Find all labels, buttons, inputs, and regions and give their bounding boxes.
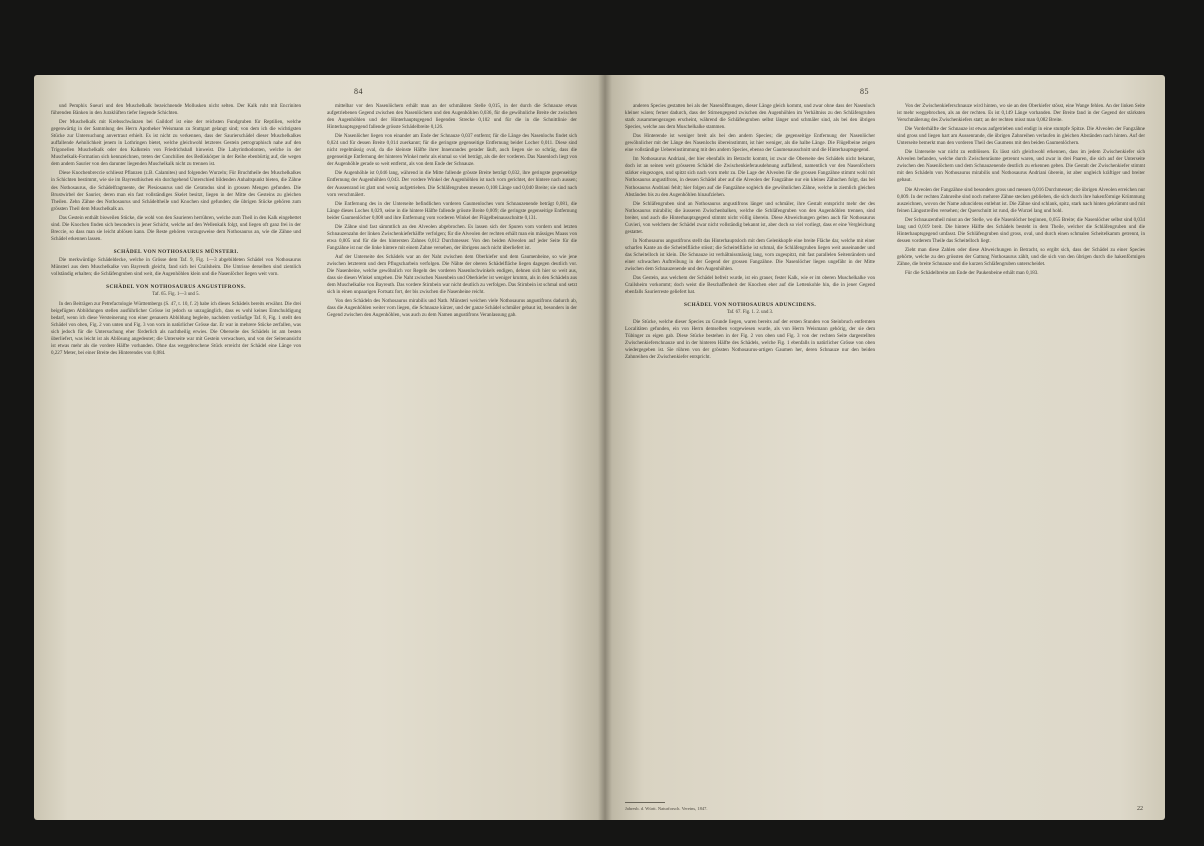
page-number-right: 85 (860, 87, 869, 96)
page-number-left: 84 (354, 87, 363, 96)
paragraph: Die Entfernung des in der Unterseite befindlichen vorderen Gaumenloches vom Schnauzenende beträgt 0,081, die Länge dieses Loches 0,029, seine in die hintere Hälfte fallende grösste Breite 0,009; die geringste gegenseitige Entfernung beider Gaumenlöcher 0,008 und ihre Entfernung vom vorderen Winkel der Flügelbeinausschnitte 0,131. (327, 200, 577, 221)
section-heading: SCHÄDEL VON NOTHOSAURUS ADUNCIDENS. (683, 302, 817, 309)
paragraph: Die Unterseite war nicht zu entblössen. Es lässt sich gleichwohl erkennen, dass im jedem Zwischenkiefer sich Alveolen befanden, welche durch Zwischenräume getrennt waren, und zwar in drei Paaren, die sich auf der Unterseite zwischen den Nasenlöchern und dem Schnauzenende deutlich zu erkennen geben. Die Gestalt der Zwischenkiefer stimmt mit den Schädeln von Nothosaurus mirabilis und Nothosaurus Andriani überein, ist aber ungleich kräftiger und breiter gebaut. (897, 149, 1145, 184)
paragraph: Für die Schädelbreite am Ende der Paukenbeine erhält man 0,183. (905, 270, 1039, 277)
paragraph: Das Gestein enthält bisweilen Stücke, die wohl von den Saurieren herrühren, welche zum Theil in den Kalk eingebettet sind. Die Knochen finden sich besonders in jener Schicht, welche auf den Wellenkalk folgt, und liegen oft ganz frei in der Breccie, so dass man sie leicht ablösen kann. Die Reste gehören vorzugsweise dem Nothosaurus an, wie die Zähne und Schädel erkennen lassen. (51, 214, 301, 242)
paragraph: anderen Species gestatten bei als der Nasenöffnungen, dieser Länge gleich kommt, und zwar ohne dass der Nasenloch kleiner wären; ferner dadurch, dass der Stirnengegend zwischen den Augenhöhlen im Verhältniss zu den Schläfengruben stark zusammengezogen erscheint, während die Schläfengruben selbst länger und schmäler sind, als bei den übrigen Species, welche aus dem Muschelkalke stammen. (625, 103, 875, 131)
paragraph: Die Vorderhälfte der Schnauze ist etwas aufgetrieben und endigt in eine stumpfe Spitze. Die Alveolen der Fangzähne sind gross und liegen hart am Aussenrande, die übrigen Zahnreihen verlaufen in gleichen Abständen nach hinten. Auf der Unterseite bemerkt man den vorderen Theil des Gaumens mit den beiden Gaumenlöchern. (897, 126, 1145, 147)
paragraph: und Pemphix Sueuri und den Muschelkalk bezeichnende Mollusken nicht selten. Der Kalk ruht mit Encriniten führenden Bänken in den Juraklüften tiefer liegende Schichten. (51, 103, 301, 117)
paragraph: In den Beiträgen zur Petrefactologie Württembergs (S. 47, t. 10, f. 2) habe ich dieses Schädels bereits erwähnt. Die drei beigefügten Abbildungen stellen ausführlicher Grösse ist jedoch so unzugänglich, dass es wohl keines Entschuldigung bedarf, wenn ich diese Versteinerung von einer genauern Abbildung begleite, nachdem vorläufige Taf. 8, Fig. 1 stellt den Schädel von oben, Fig. 2 von unten und Fig. 3 von vorn in natürlicher Grösse dar. Er war in mehrere Stücke zerfallen, was sich jedoch für die Untersuchung eher förderlich als nachtheilig erwies. Die Oberseite des Schädels ist am besten überliefert, was leicht ist als Ablösung angedeutet; die Unterseite war mit Gestein verwachsen, und von der Seitenansicht ist etwas mehr als die vordere Hälfte vorhanden. Ohne das weggebrochene Stück erreicht der Schädel eine Länge von 0,227 Meter, bei einer Breite des Hinterendes von 0,084. (51, 301, 301, 357)
paragraph: Von der Zwischenkieferschnauze wird hinten, wo sie an den Oberkiefer stösst, eine Wange fehlen. An der linken Seite ist mehr weggebrochen, als an der rechten. Es ist 0,149 Länge vorhanden. Der Breite fand in der Gegend der stärksten Verschmälerung des Zwischenkiefers statt; an der rechten misst man 0,082 Breite. (897, 103, 1145, 124)
right-page (605, 75, 1165, 820)
footnote-rule (625, 802, 665, 803)
paragraph: Die Zähne sind fast sämmtlich an den Alveolen abgebrochen. Es lassen sich der Spuren vom vordern und letzten Schnauzenzahn der linken Zwischenkieferhälfte verfolgen; für die Alveolen der rechten erhält man ein mässiges Maass von etwa 0,005 und für die des hintersten Zahnes 0,012 Durchmesser. Von den beiden Alveolen auf jeder Seite für die Fangzähne ist nur die linke hintere mit einem Zahne versehen, der übrigens auch nicht überliefert ist. (327, 223, 577, 251)
paragraph: Die Augenhöhle ist 0,046 lang, während in die Mitte fallende grösste Breite beträgt 0,032, ihre geringste gegenseitige Entfernung der Augenhöhlen 0,043. Der vordere Winkel der Augenhöhlen ist nach vorn gerichtet, der hintere nach aussen; der Aussenrand ist glatt und wenig aufgetrieben. Die Schläfengruben messen 0,108 Länge und 0,040 Breite; sie sind nach vorn verschmälert. (327, 170, 577, 198)
paragraph: Das Gestein, aus welchem der Schädel befreit wurde, ist ein grauer, fester Kalk, wie er im oberen Muschelkalke von Crailsheim vorkommt; doch weist die Beschaffenheit der Knochen eher auf die Lettenkohle hin, die in jener Gegend ebenfalls Saurierreste geliefert hat. (625, 275, 875, 296)
paragraph: Auf der Unterseite des Schädels war an der Naht zwischen dem Oberkiefer und dem Gaumenbeine, so wie jene zwischen letzterem und dem Pflugscharbein verfolgen. Die Nähte der oberen Schädelfläche liegen dagegen deutlich vor. Die Nasenbeine, welche gewöhnlich vor Regeln des vorderen Nasenlochwinkels endigen, dehnen sich hier so weit aus, dass sie diesen Winkel umgehen. Die Naht zwischen Nasenbein und Oberkiefer ist weniger krumm, als in den Schädeln aus dem Muschelkalke von Bayreuth. Das vordere Stirnbein war nicht deutlich zu verfolgen. Das Stirnbein ist schmal und setzt sich in einen unpaarigen Fortsatz fort, der bis zwischen die Nasenbeine reicht. (327, 253, 577, 296)
paragraph: Die Stücke, welche dieser Species zu Grunde liegen, waren bereits auf der ersten Stunden von Steinbruch entfernten Localitäten gefunden, ein von Herrn demselben vorgewiesen wurde, als von Herrn Weismann gehörig, der sie dem Tübinger zu eigen gab. Diese Stücke bestehen in der Fig. 2 von oben und Fig. 3 von der rechten Seite dargestellten Zwischenkieferschnauze und in der hinteren Hälfte des Schädels, welche Fig. 1 ebenfalls in natürlicher Grösse von oben wiedergegeben ist. Sie rühren von der grössten Nothosaurus-artigen Gaumen her, deren Schnauze nur den beiden Zahnreihen der Zwischenkiefer entspricht. (625, 319, 875, 361)
paragraph: mittelbar vor den Nasenlöchern erhält man an der schmälsten Stelle 0,015, in der durch die Schnauze etwas aufgetriebenen Gegend zwischen den Nasenlöchern und den Augenhöhlen 0,036, für die gewöhnliche Breite der zwischen den Augenhöhlen und der Hinterhauptsgegend liegenden Strecke 0,102 und für die in die Schnittlinie der Hinterhauptsgegend fallende grösste Schädelbreite 0,126. (327, 103, 577, 131)
left-page (34, 75, 605, 820)
paragraph: Die merkwürdige Schädeldecke, welche in Grösse dem Taf. 9, Fig. 1—3 abgebildeten Schädel von Nothosaurus Münsteri aus dem Muschelkalke von Bayreuth gleicht, fand sich bei Crailsheim. Die Umrisse derselben sind ziemlich vollständig erhalten; die Schläfengruben sind weit, die Augenhöhlen klein und die Nasenlöcher liegen weit vorn. (51, 256, 301, 277)
paragraph: Die Alveolen der Fangzähne sind besonders gross und messen 0,016 Durchmesser; die übrigen Alveolen erreichen nur 0,009. In der rechten Zahnreihe sind noch mehrere Zähne stecken geblieben, die sich durch ihre hakenförmige Krümmung auszeichnen, wovon der Name aduncidens entlehnt ist. Die Zähne sind schlank, spitz, stark nach hinten gekrümmt und mit feinen Längsstreifen versehen; der Querschnitt ist rund, die Wurzel lang und hohl. (897, 186, 1145, 214)
right-page-column-1 (625, 103, 875, 364)
left-page-column-2 (327, 103, 577, 321)
section-heading: SCHÄDEL VON NOTHOSAURUS ANGUSTIFRONS. (106, 284, 246, 291)
book-gutter (598, 75, 612, 820)
signature-mark: 22 (1137, 806, 1143, 812)
paragraph: Der Schnauzentheil misst an der Stelle, wo die Nasenlöcher beginnen, 0,055 Breite; die Nasenlöcher selbst sind 0,034 lang und 0,019 breit. Die hintere Hälfte des Schädels besteht in dem Theile, welcher die Schläfengruben und die Hinterhauptsgegend umfasst. Die Schläfengruben sind gross, oval, und durch einen schmalen Scheitelkamm getrennt, in dessen vorderem Theile das Scheitelloch liegt. (897, 216, 1145, 244)
plate-reference: Taf. 65. Fig. 1—3 und 5. (152, 292, 200, 298)
paragraph: Das Hinterende ist weniger breit als bei den andern Species; die gegenseitige Entfernung der Nasenlöcher gewöhnlicher mit der Länge des Nasenlochs übereinstimmt, ist hier weniger, als die halbe Länge. Die Flügelbeine zeigen eine vollständige Uebereinstimmung mit den andern Species, ebenso der Gaumenausschnitt und die Hinterhauptsgegend. (625, 133, 875, 154)
paragraph: Die Schläfengruben sind an Nothosaurus angustifrons länger und schmäler, ihre Gestalt entspricht mehr der des Nothosaurus mirabilis; die äusseren Zwischenbalken, welche die Schläfengruben von den Augenhöhlen trennen, sind breiter, und auch die Hinterhauptsgegend stimmt nicht völlig überein. Diese Abweichungen gelten auch für Nothosaurus Cuvieri, von welchem der Schädel zwar nicht vollständig bekannt ist, aber doch so viel vorliegt, dass er eine Vergleichung gestattet. (625, 200, 875, 235)
paragraph: Von den Schädeln des Nothosaurus mirabilis und Nath. Münsteri weichen viele Nothosaurus angustifrons dadurch ab, dass die Augenhöhlen weiter vorn liegen, die Schnauze kürzer, und der ganze Schädel schmäler gebaut ist, besonders in der Gegend zwischen den Augenhöhlen, was auch zu dem Namen angustifrons Veranlassung gab. (327, 298, 577, 319)
paragraph: Zieht man diese Zahlen oder diese Abweichungen in Betracht, so ergibt sich, dass der Schädel zu einer Species gehörte, welche zu den grössten der Gattung Nothosaurus zählt, und die sich von den übrigen durch die hakenförmigen Zähne, die breite Schnauze und die kurzen Schläfengruben unterscheidet. (897, 246, 1145, 267)
plate-reference: Taf. 67. Fig. 1. 2. und 3. (726, 310, 774, 316)
footnote: Jahresb. d. Württ. Naturforsch. Vereins, 1847. (625, 806, 708, 811)
left-page-column-1 (51, 103, 301, 359)
right-page-column-2 (897, 103, 1145, 279)
paragraph: Der Muschelkalk mit Krebsschwänzen bei Gaildorf ist eine der reichsten Fundgruben für Reptilien, welche gegenwärtig in der Sammlung des Herrn Apotheker Weismann zu Stuttgart gelangt sind; von dem ich die wichtigsten Stücke zur Untersuchung anvertraut erhielt. Es ist nicht zu verkennen, dass der Saurierschädel dieser Muschelkalkes auffallende Aehnlichkeit jenem in Lothringen bietet, welche gleichwohl letzteres Gestein petrographisch nahe auf den Trigonellen Muschelkalk oder den Kalkstein von Friedrichshall hinweist. Die Labyrinthodonten, welche in der Muschelkalk-Formation sich kennzeichnen, treten der Conchilien des Bedüskörper in der Reihe ebenbürtig auf, die wegen dem andern Saurier von den darunter liegenden Muschelkalk nicht zu trennen ist. (51, 119, 301, 168)
paragraph: In Nothosaurus angustifrons stellt das Hinterhauptsloch mit dem Gelenkkopfe eine breite Fläche dar, welche mit einer scharfen Kante an die Scheitelfläche stösst; die Scheitelfläche ist schmal, die Schläfengruben liegen weit auseinander und das Scheitelloch ist klein. Die Schnauze ist verhältnissmässig lang, vorn zugespitzt, mit fast parallelen Seitenrändern und einer schwachen Auftreibung in der Gegend der grossen Fangzähne. Die Nasenlöcher liegen ungefähr in der Mitte zwischen dem Schnauzenende und den Augenhöhlen. (625, 237, 875, 273)
section-heading: SCHÄDEL VON NOTHOSAURUS MÜNSTERI. (113, 248, 239, 255)
paragraph: Im Nothosaurus Andriani, der hier ebenfalls im Betracht kommt, ist zwar die Oberseite des Schädels nicht bekannt, doch ist an seinen weit grösseren Schädel die Zwischenkieferausdehnung auffallend, namentlich vor den Nasenlöchern stärker eingezogen, und spitzt sich nach vorn mehr zu. Die Lage der Alveolen für die grossen Fangzähne stimmt wohl mit Nothosaurus angustifrons, in dessen Schädel aber auf die Alveolen der Fangzähne nur ein kleines Zähnchen folgt, das bei Nothosaurus Andriani fehlt; hier folgen auf die Fangzähne sogleich die gewöhnlichen Zähne, welche in ziemlich gleichen Abständen bis zu den Augenhöhlen hinaufziehen. (625, 156, 875, 198)
paragraph: Diese Knochenbreccie schliesst Pflanzen (z.B. Calamites) und folgenden Wurzeln; Für Bruchtheile des Muschelkalkes in Schichten bestimmt, wie sie im Bayreuthischen ein durchgehend Unterschied bildenden Anhaltspunkt bieten, die Zähne des Nothosaurus, die Schädelfragmente, der Plesiosaurus und die Ceratodus sind in grossen Mengen gefunden. Die Brustwirbel der Saurier, deren man ein fast vollständiges Skelet besitzt, liegen in der Mitte des Gesteins zu gleichen Theilen. Zehn Zähne des Nothosaurus und Schädeltheile und Knochen sind gefunden; die übrigen Stücke gehören zum grössten Theil dem Muschelkalk an. (51, 170, 301, 212)
paragraph: Die Nasenlöcher liegen von einander am Ende der Schnauze 0,037 entfernt; für die Länge des Nasenlochs findet sich 0,024 und für dessen Breite 0,014 zuerkannt; für die geringste gegenseitige Entfernung beider Locher 0,011. Diese sind nicht regelmässig oval, da die kleinste Hälfte ihrer Innenrandes gerader läuft, auch liegen sie so schräg, dass die gegenseitige Entfernung der hinteren Winkel mehr als einmal so viel beträgt, als die der vorderen. Das Nasenloch liegt von der Augenhöhle gerade so weit entfernt, als von dem Ende der Schnauze. (327, 133, 577, 168)
